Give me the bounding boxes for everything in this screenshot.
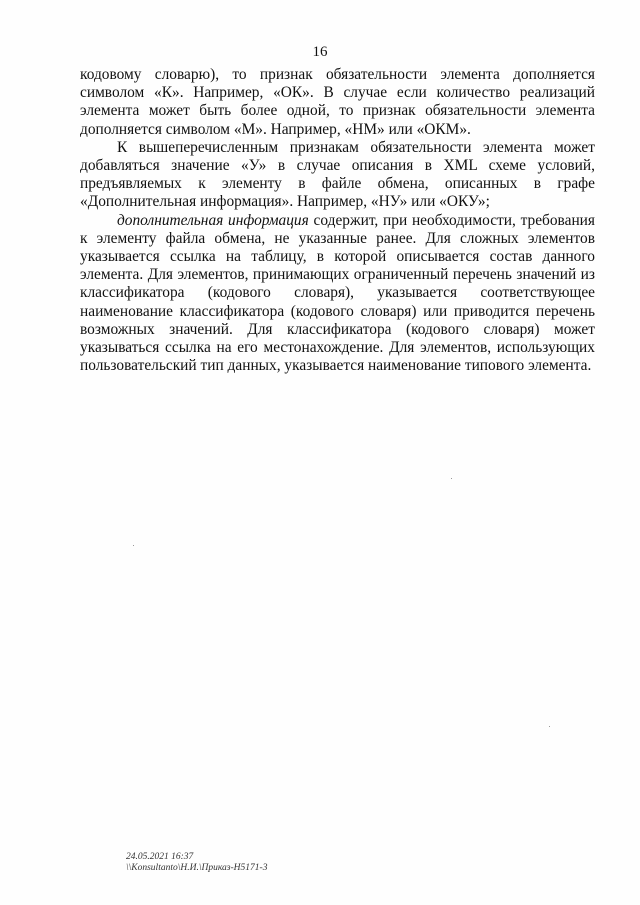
footer-stamp [126,852,267,874]
paragraph-3-text: содержит, при необходимости, требования к элементу файла обмена, не указанные ранее. Для сложных элементов указывается ссылка на таблицу, в которой описывается состав данного элемента. Для элементов, принимающих ограниченный перечень значений из классификатора (кодового словаря), указывается соответствующее наименование классификатора (кодового словаря) или приводится перечень возможных значений. Для классификатора (кодового словаря) может указываться ссылка на его местонахождение. Для элементов, использующих пользовательский тип данных, указывается наименование типового элемента. [80,211,596,375]
scan-speck [133,545,134,546]
scan-speck [549,726,550,727]
term-italic: дополнительная информация [117,211,309,229]
paragraph-2: К вышеперечисленным признакам обязательности элемента может добавляться значение «У» в случае описания в XML схеме условий, предъявляемых к элементу в файле обмена, описанных в графе «Дополнительная информация». Например, «НУ» или «ОКУ»; [80,138,595,211]
page-number: 16 [312,44,328,60]
body-text [80,66,595,375]
paragraph-1: кодовому словарю), то признак обязательности элемента дополняется символом «К». Например, «ОК». В случае если количество реализаций элемента может быть более одной, то признак обязательности элемента дополняется символом «М». Например, «НМ» или «ОКМ». [80,66,595,138]
footer-path: \\Konsultanto\Н.И.\Приказ-Н5171-3 [126,863,268,873]
footer-date: 24.05.2021 16:37 [126,852,194,862]
paragraph-3 [80,212,595,376]
scan-speck [451,478,452,479]
